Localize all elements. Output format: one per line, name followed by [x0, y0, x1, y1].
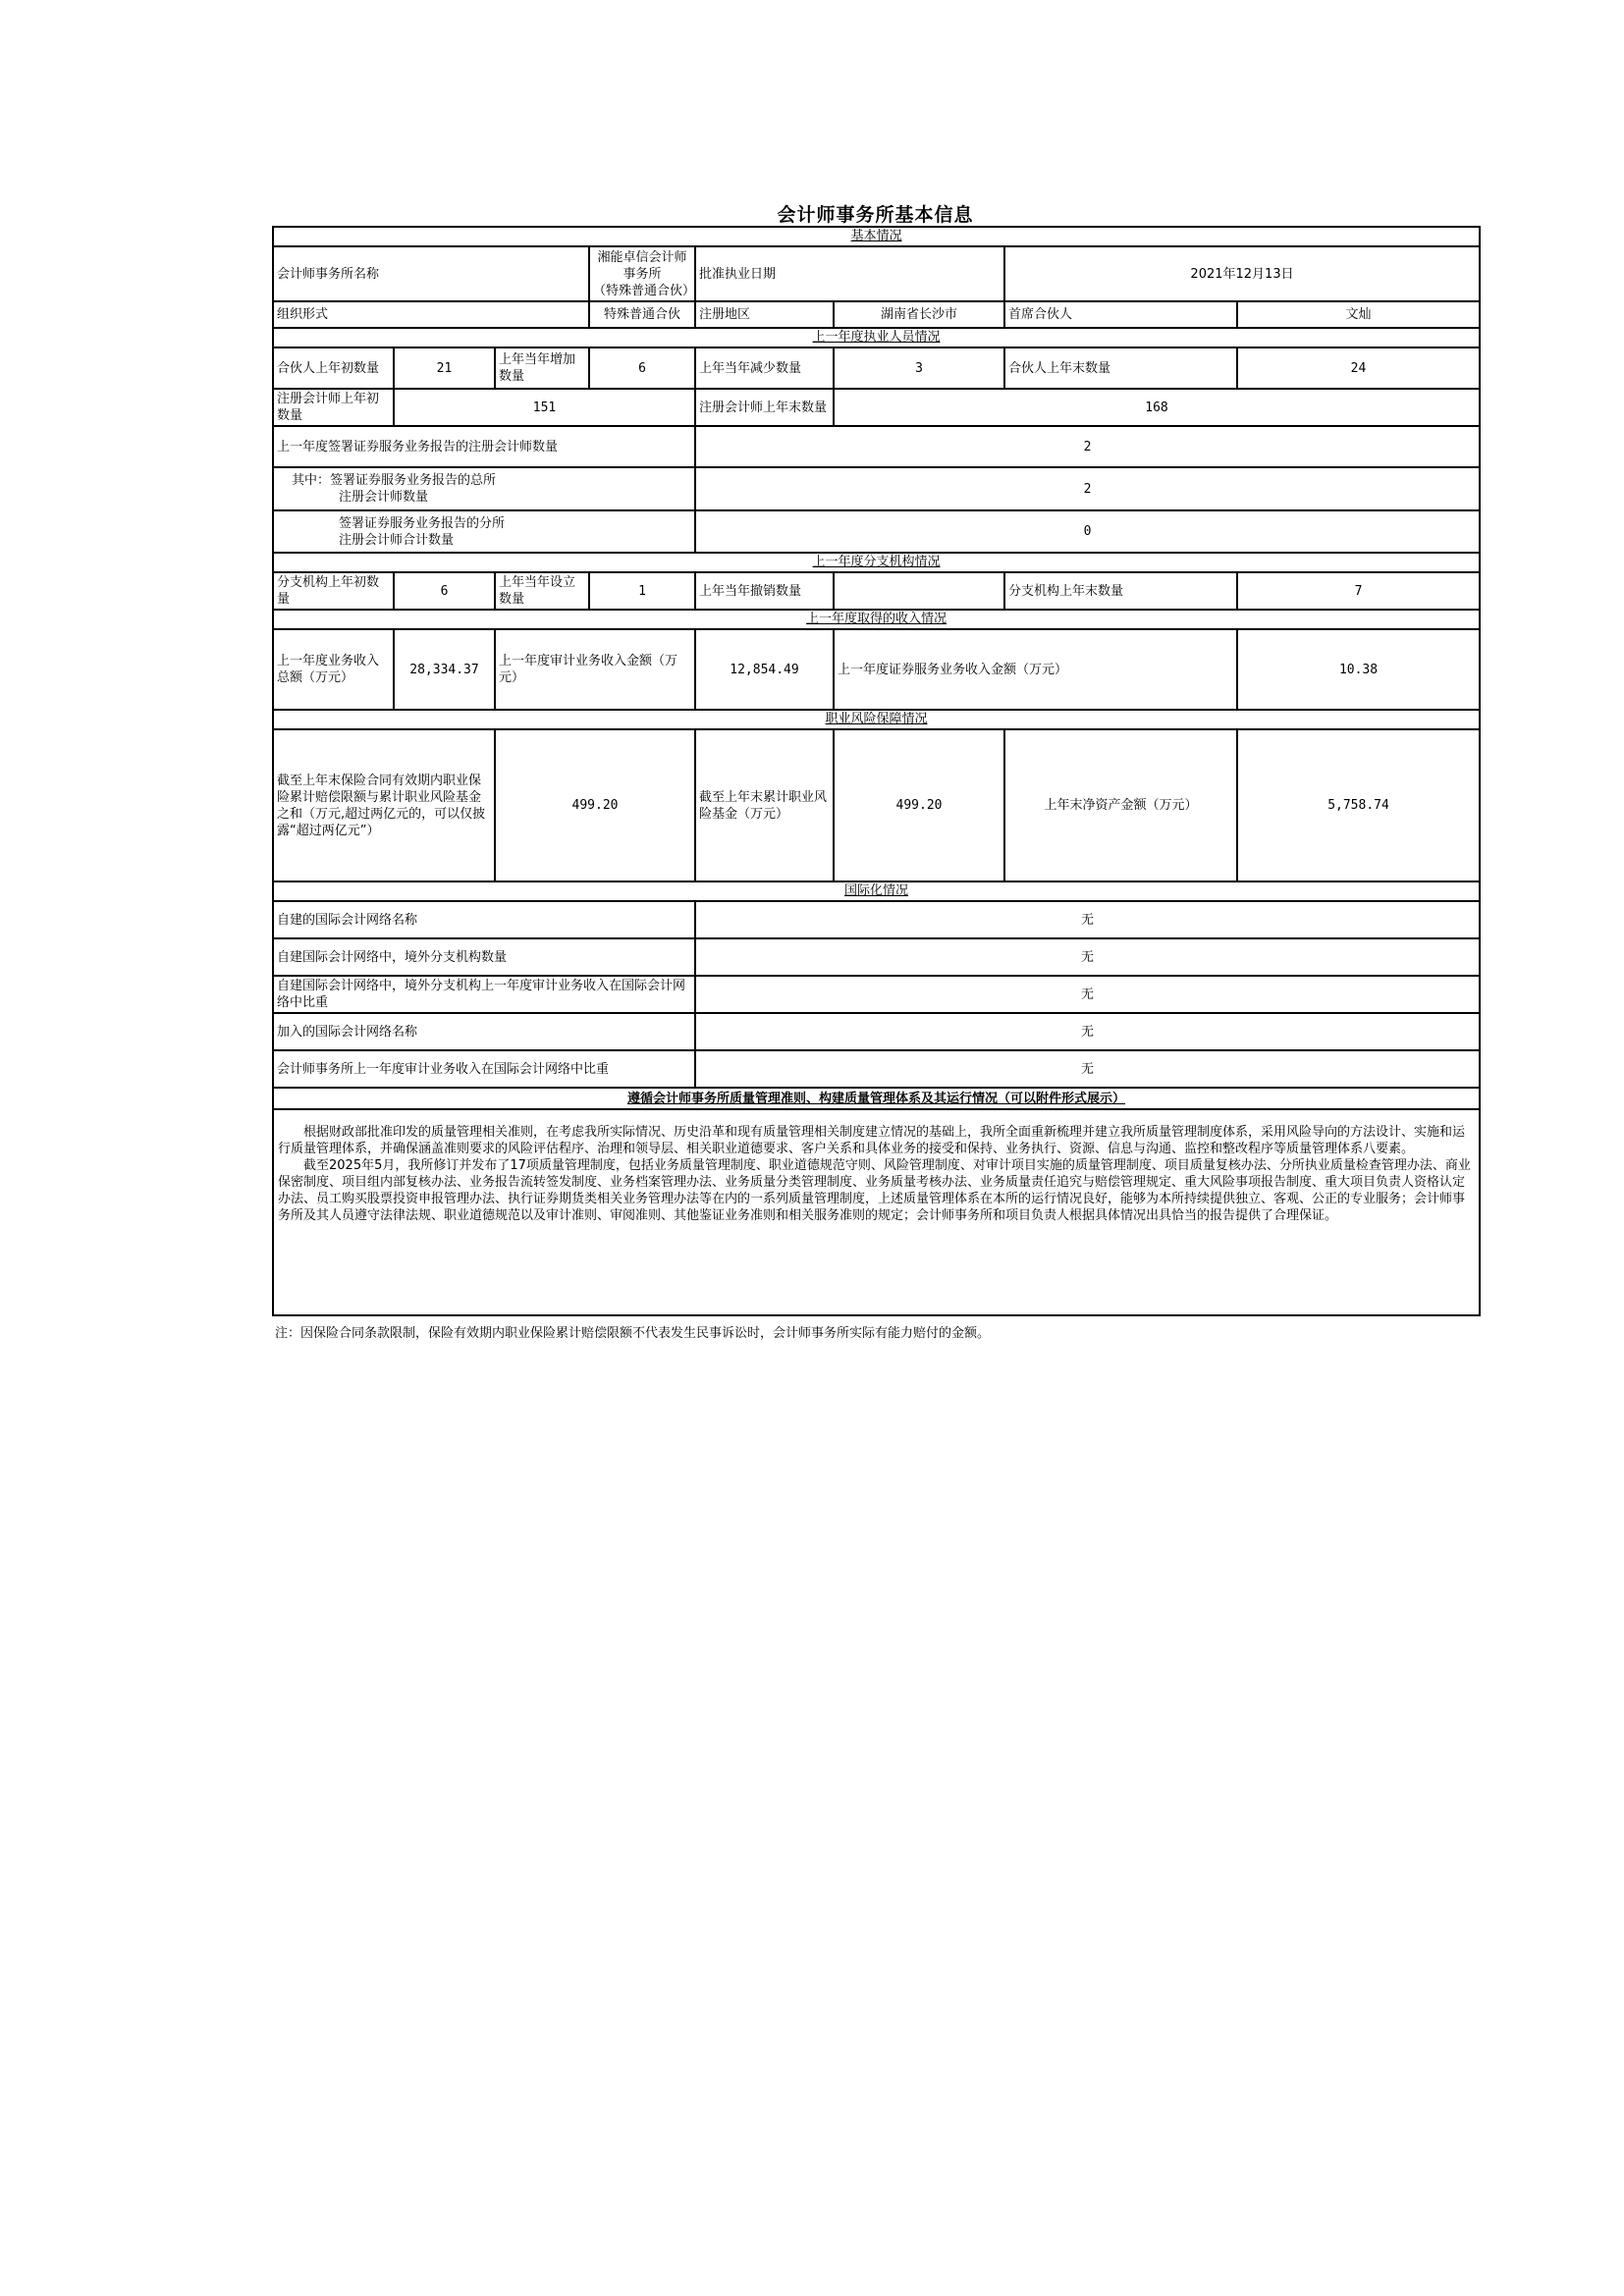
net-assets-value: 5,758.74: [1237, 729, 1480, 881]
income-audit-value: 12,854.49: [695, 629, 834, 710]
section-international: 国际化情况: [273, 881, 1480, 901]
partners-end-value: 24: [1237, 347, 1480, 389]
branches-end-value: 7: [1237, 572, 1480, 610]
firm-name-label: 会计师事务所名称: [273, 246, 589, 301]
firm-name-line2: （特殊普通合伙）: [593, 283, 696, 298]
intl-row-label: 会计师事务所上一年度审计业务收入在国际会计网络中比重: [273, 1050, 695, 1088]
securities-cpa-label: 上一年度签署证券服务业务报告的注册会计师数量: [273, 426, 695, 467]
branches-revoked-value: [834, 572, 1004, 610]
section-branches: 上一年度分支机构情况: [273, 553, 1480, 572]
intl-row-label: 自建国际会计网络中，境外分支机构数量: [273, 938, 695, 976]
partners-added-value: 6: [589, 347, 695, 389]
branches-begin-value: 6: [394, 572, 495, 610]
income-securities-label: 上一年度证券服务业务收入金额（万元）: [834, 629, 1237, 710]
income-securities-value: 10.38: [1237, 629, 1480, 710]
partners-begin-value: 21: [394, 347, 495, 389]
org-form-label: 组织形式: [273, 301, 589, 328]
branches-established-value: 1: [589, 572, 695, 610]
section-personnel: 上一年度执业人员情况: [273, 328, 1480, 347]
hq-cpa-label-line2: 注册会计师数量: [339, 490, 429, 505]
firm-name-line1: 湘能卓信会计师事务所: [597, 249, 687, 282]
section-risk: 职业风险保障情况: [273, 710, 1480, 729]
branch-cpa-label-line2: 注册会计师合计数量: [339, 532, 455, 548]
net-assets-label: 上年末净资产金额（万元）: [1004, 729, 1237, 881]
intl-row-value: 无: [695, 976, 1480, 1013]
insurance-label: 截至上年末保险合同有效期内职业保险累计赔偿限额与累计职业风险基金之和（万元,超过两亿元的，可以仅披露“超过两亿元”）: [273, 729, 495, 881]
hq-cpa-label-line1: 其中：签署证券服务业务报告的总所: [292, 473, 497, 488]
section-income: 上一年度取得的收入情况: [273, 610, 1480, 629]
chief-partner-value: 文灿: [1237, 301, 1480, 328]
intl-row-value: 无: [695, 1013, 1480, 1050]
branch-cpa-value: 0: [695, 510, 1480, 553]
branch-cpa-label: [273, 510, 695, 553]
section-quality: 遵循会计师事务所质量管理准则、构建质量管理体系及其运行情况（可以附件形式展示）: [273, 1088, 1480, 1109]
partners-reduced-value: 3: [834, 347, 1004, 389]
org-form-value: 特殊普通合伙: [589, 301, 695, 328]
intl-row-value: 无: [695, 1050, 1480, 1088]
partners-reduced-label: 上年当年减少数量: [695, 347, 834, 389]
quality-paragraph-2: 截至2025年5月，我所修订并发布了17项质量管理制度，包括业务质量管理制度、职业道德规范守则、风险管理制度、对审计项目实施的质量管理制度、项目质量复核办法、分所执业质量检查管理办法、商业保密制度、项目组内部复核办法、业务报告流转签发制度、业务档案管理办法、业务质量分类管理制度、业务质量考核办法、业务质量责任追究与赔偿管理规定、重大风险事项报告制度、重大项目负责人资格认定办法、员工购买股票投资申报管理办法、执行证券期货类相关业务管理办法等在内的一系列质量管理制度，上述质量管理体系在本所的运行情况良好，能够为本所持续提供独立、客观、公正的专业服务；会计师事务所及其人员遵守法律法规、职业道德规范以及审计准则、审阅准则、其他鉴证业务准则和相关服务准则的规定；会计师事务所和项目负责人根据具体情况出具恰当的报告提供了合理保证。: [278, 1158, 1471, 1223]
cpa-end-value: 168: [834, 389, 1480, 426]
page-title: 会计师事务所基本信息: [777, 204, 974, 226]
securities-cpa-value: 2: [695, 426, 1480, 467]
intl-row-value: 无: [695, 938, 1480, 976]
approval-date-value: 2021年12月13日: [1004, 246, 1480, 301]
income-total-label: 上一年度业务收入总额（万元）: [273, 629, 394, 710]
footnote: 注：因保险合同条款限制，保险有效期内职业保险累计赔偿限额不代表发生民事诉讼时，会计师事务所实际有能力赔付的金额。: [275, 1326, 991, 1341]
insurance-value: 499.20: [495, 729, 695, 881]
firm-name-value: [589, 246, 695, 301]
partners-added-label: 上年当年增加数量: [495, 347, 589, 389]
hq-cpa-value: 2: [695, 467, 1480, 510]
chief-partner-label: 首席合伙人: [1004, 301, 1237, 328]
income-audit-label: 上一年度审计业务收入金额（万元）: [495, 629, 695, 710]
branches-begin-label: 分支机构上年初数量: [273, 572, 394, 610]
firm-info-table: [272, 226, 1481, 1316]
intl-row-label: 自建的国际会计网络名称: [273, 901, 695, 938]
intl-row-label: 加入的国际会计网络名称: [273, 1013, 695, 1050]
hq-cpa-label: [273, 467, 695, 510]
branches-established-label: 上年当年设立数量: [495, 572, 589, 610]
section-basic: 基本情况: [273, 227, 1480, 246]
approval-date-label: 批准执业日期: [695, 246, 1004, 301]
region-value: 湖南省长沙市: [834, 301, 1004, 328]
quality-body: [273, 1109, 1480, 1315]
cpa-begin-value: 151: [394, 389, 695, 426]
branches-end-label: 分支机构上年末数量: [1004, 572, 1237, 610]
region-label: 注册地区: [695, 301, 834, 328]
branch-cpa-label-line1: 签署证券服务业务报告的分所: [339, 515, 506, 531]
income-total-value: 28,334.37: [394, 629, 495, 710]
risk-fund-label: 截至上年末累计职业风险基金（万元）: [695, 729, 834, 881]
intl-row-value: 无: [695, 901, 1480, 938]
quality-paragraph-1: 根据财政部批准印发的质量管理相关准则，在考虑我所实际情况、历史沿革和现有质量管理相关制度建立情况的基础上，我所全面重新梳理并建立我所质量管理制度体系，采用风险导向的方法设计、实施和运行质量管理体系，并确保涵盖准则要求的风险评估程序、治理和领导层、相关职业道德要求、客户关系和具体业务的接受和保持、业务执行、资源、信息与沟通、监控和整改程序等质量管理体系八要素。: [278, 1125, 1466, 1156]
intl-row-label: 自建国际会计网络中，境外分支机构上一年度审计业务收入在国际会计网络中比重: [273, 976, 695, 1013]
cpa-end-label: 注册会计师上年末数量: [695, 389, 834, 426]
partners-end-label: 合伙人上年末数量: [1004, 347, 1237, 389]
risk-fund-value: 499.20: [834, 729, 1004, 881]
partners-begin-label: 合伙人上年初数量: [273, 347, 394, 389]
cpa-begin-label: 注册会计师上年初数量: [273, 389, 394, 426]
branches-revoked-label: 上年当年撤销数量: [695, 572, 834, 610]
